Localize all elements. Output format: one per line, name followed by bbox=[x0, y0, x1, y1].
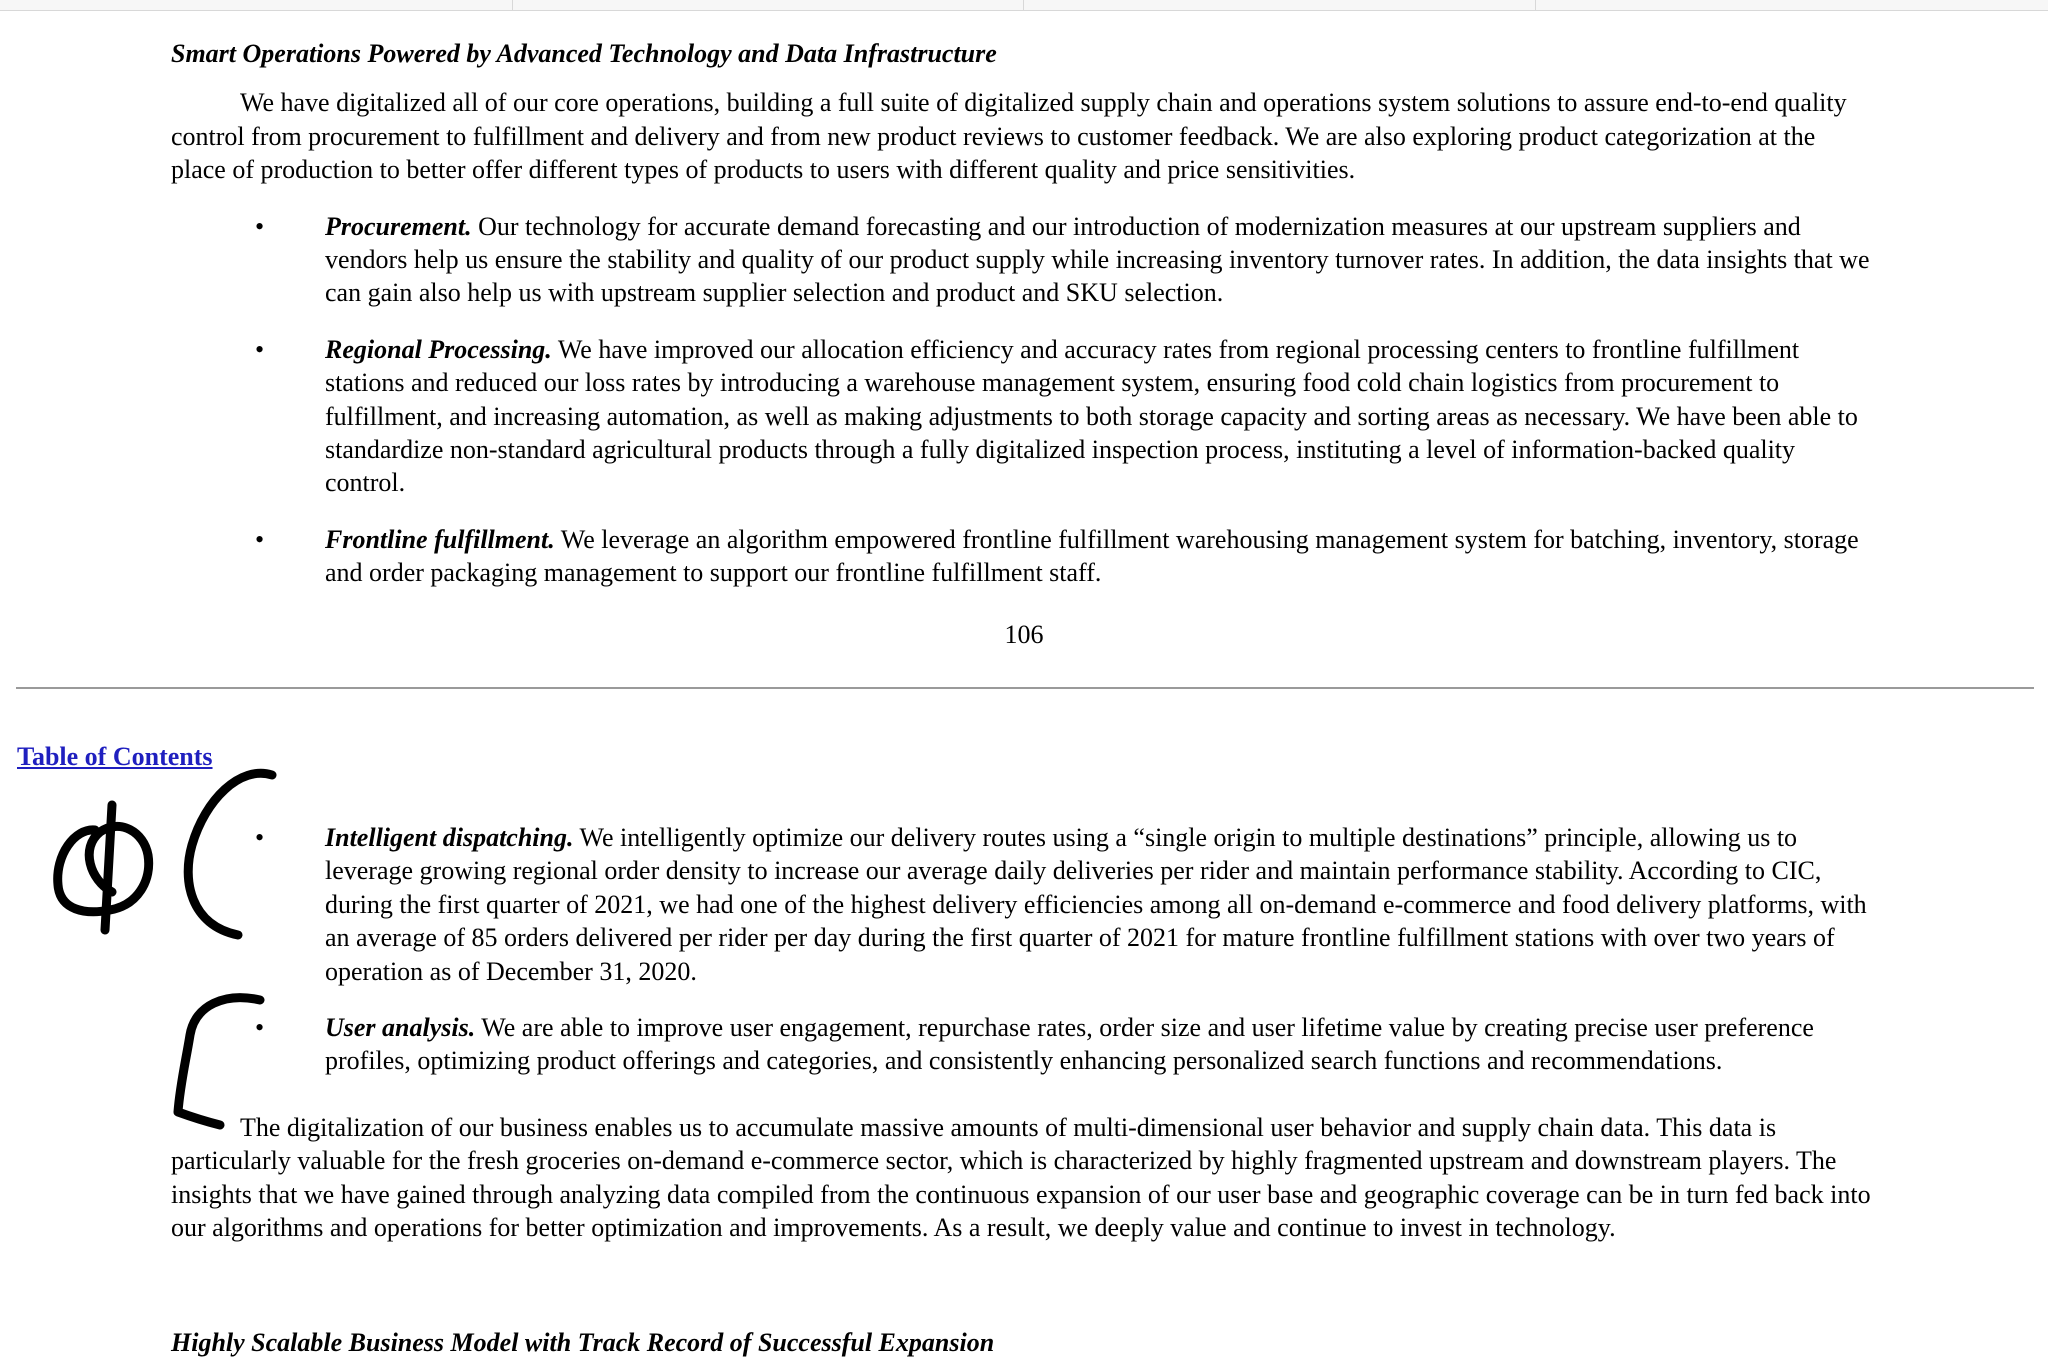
bullet-term: Intelligent dispatching. bbox=[325, 823, 574, 852]
bullet-term: Regional Processing. bbox=[325, 334, 552, 364]
bullet-term: User analysis. bbox=[325, 1013, 476, 1043]
next-section-heading: Highly Scalable Business Model with Track Record of Successful Expansion bbox=[171, 1328, 995, 1357]
bullet-term: Frontline fulfillment. bbox=[325, 524, 555, 554]
page-106-content bbox=[171, 37, 1871, 590]
bullet-dot: • bbox=[255, 524, 265, 554]
top-bar-segment bbox=[1023, 0, 1536, 10]
bullet-dot: • bbox=[255, 823, 265, 852]
section-heading: Smart Operations Powered by Advanced Technology and Data Infrastructure bbox=[171, 39, 997, 68]
page-107-content bbox=[171, 821, 1871, 1244]
viewer-top-bar bbox=[0, 0, 2048, 11]
bullet-dot: • bbox=[255, 211, 265, 241]
bullet-text: We leverage an algorithm empowered frontline fulfillment warehousing management system for batching, inventory, storage and order packaging management to support our frontline fulfillment staff. bbox=[325, 524, 1859, 588]
bullet-term: Procurement. bbox=[325, 211, 472, 241]
bullet-text: We are able to improve user engagement, repurchase rates, order size and user lifetime value by creating precise user preference profiles, optimizing product offerings and categories, and consistently enhancing personalized search functions and recommendations. bbox=[325, 1013, 1814, 1076]
top-bar-segment bbox=[512, 0, 1024, 10]
bullet-procurement bbox=[171, 210, 1871, 310]
bullet-text: Our technology for accurate demand forecasting and our introduction of modernization measures at our upstream suppliers and vendors help us ensure the stability and quality of our product supply while increasing inventory turnover rates. In addition, the data insights that we can gain also help us with upstream supplier selection and product and SKU selection. bbox=[325, 211, 1870, 308]
intro-paragraph: We have digitalized all of our core operations, building a full suite of digitalized supply chain and operations system solutions to assure end-to-end quality control from procurement to fulfillment and delivery and from new product reviews to customer feedback. We are also exploring product categorization at the place of production to better offer different types of products to users with different quality and price sensitivities. bbox=[171, 88, 1847, 185]
page-number: 106 bbox=[1004, 620, 1044, 649]
table-of-contents-link[interactable]: Table of Contents bbox=[17, 742, 213, 771]
bullet-regional-processing bbox=[171, 333, 1871, 500]
bullet-dot: • bbox=[255, 1013, 265, 1043]
page-divider bbox=[16, 687, 2034, 689]
bullet-frontline-fulfillment bbox=[171, 523, 1871, 590]
bullet-intelligent-dispatching bbox=[171, 821, 1871, 988]
closing-paragraph: The digitalization of our business enables us to accumulate massive amounts of multi-dimensional user behavior and supply chain data. This data is particularly valuable for the fresh groceries on-demand e-commerce sector, which is characterized by highly fragmented upstream and downstream players. The insights that we have gained through analyzing data compiled from the continuous expansion of our user base and geographic coverage can be in turn fed back into our algorithms and operations for better optimization and improvements. As a result, we deeply value and continue to invest in technology. bbox=[171, 1112, 1871, 1243]
bullet-text: We have improved our allocation efficiency and accuracy rates from regional processing centers to frontline fulfillment stations and reduced our loss rates by introducing a warehouse management system, ensuring food cold chain logistics from procurement to fulfillment, and increasing automation, as well as making adjustments to both storage capacity and sorting areas as necessary. We have been able to standardize non-standard agricultural products through a fully digitalized inspection process, instituting a level of information-backed quality control. bbox=[325, 334, 1858, 498]
bullet-text: We intelligently optimize our delivery routes using a “single origin to multiple destinations” principle, allowing us to leverage growing regional order density to increase our average daily deliveries per rider and maintain performance stability. According to CIC, during the first quarter of 2021, we had one of the highest delivery efficiencies among all on-demand e-commerce and food delivery platforms, with an average of 85 orders delivered per rider per day during the first quarter of 2021 for mature frontline fulfillment stations with over two years of operation as of December 31, 2020. bbox=[325, 823, 1867, 986]
bullet-dot: • bbox=[255, 334, 265, 364]
bullet-user-analysis bbox=[171, 1011, 1871, 1078]
top-bar-segment bbox=[0, 0, 513, 10]
